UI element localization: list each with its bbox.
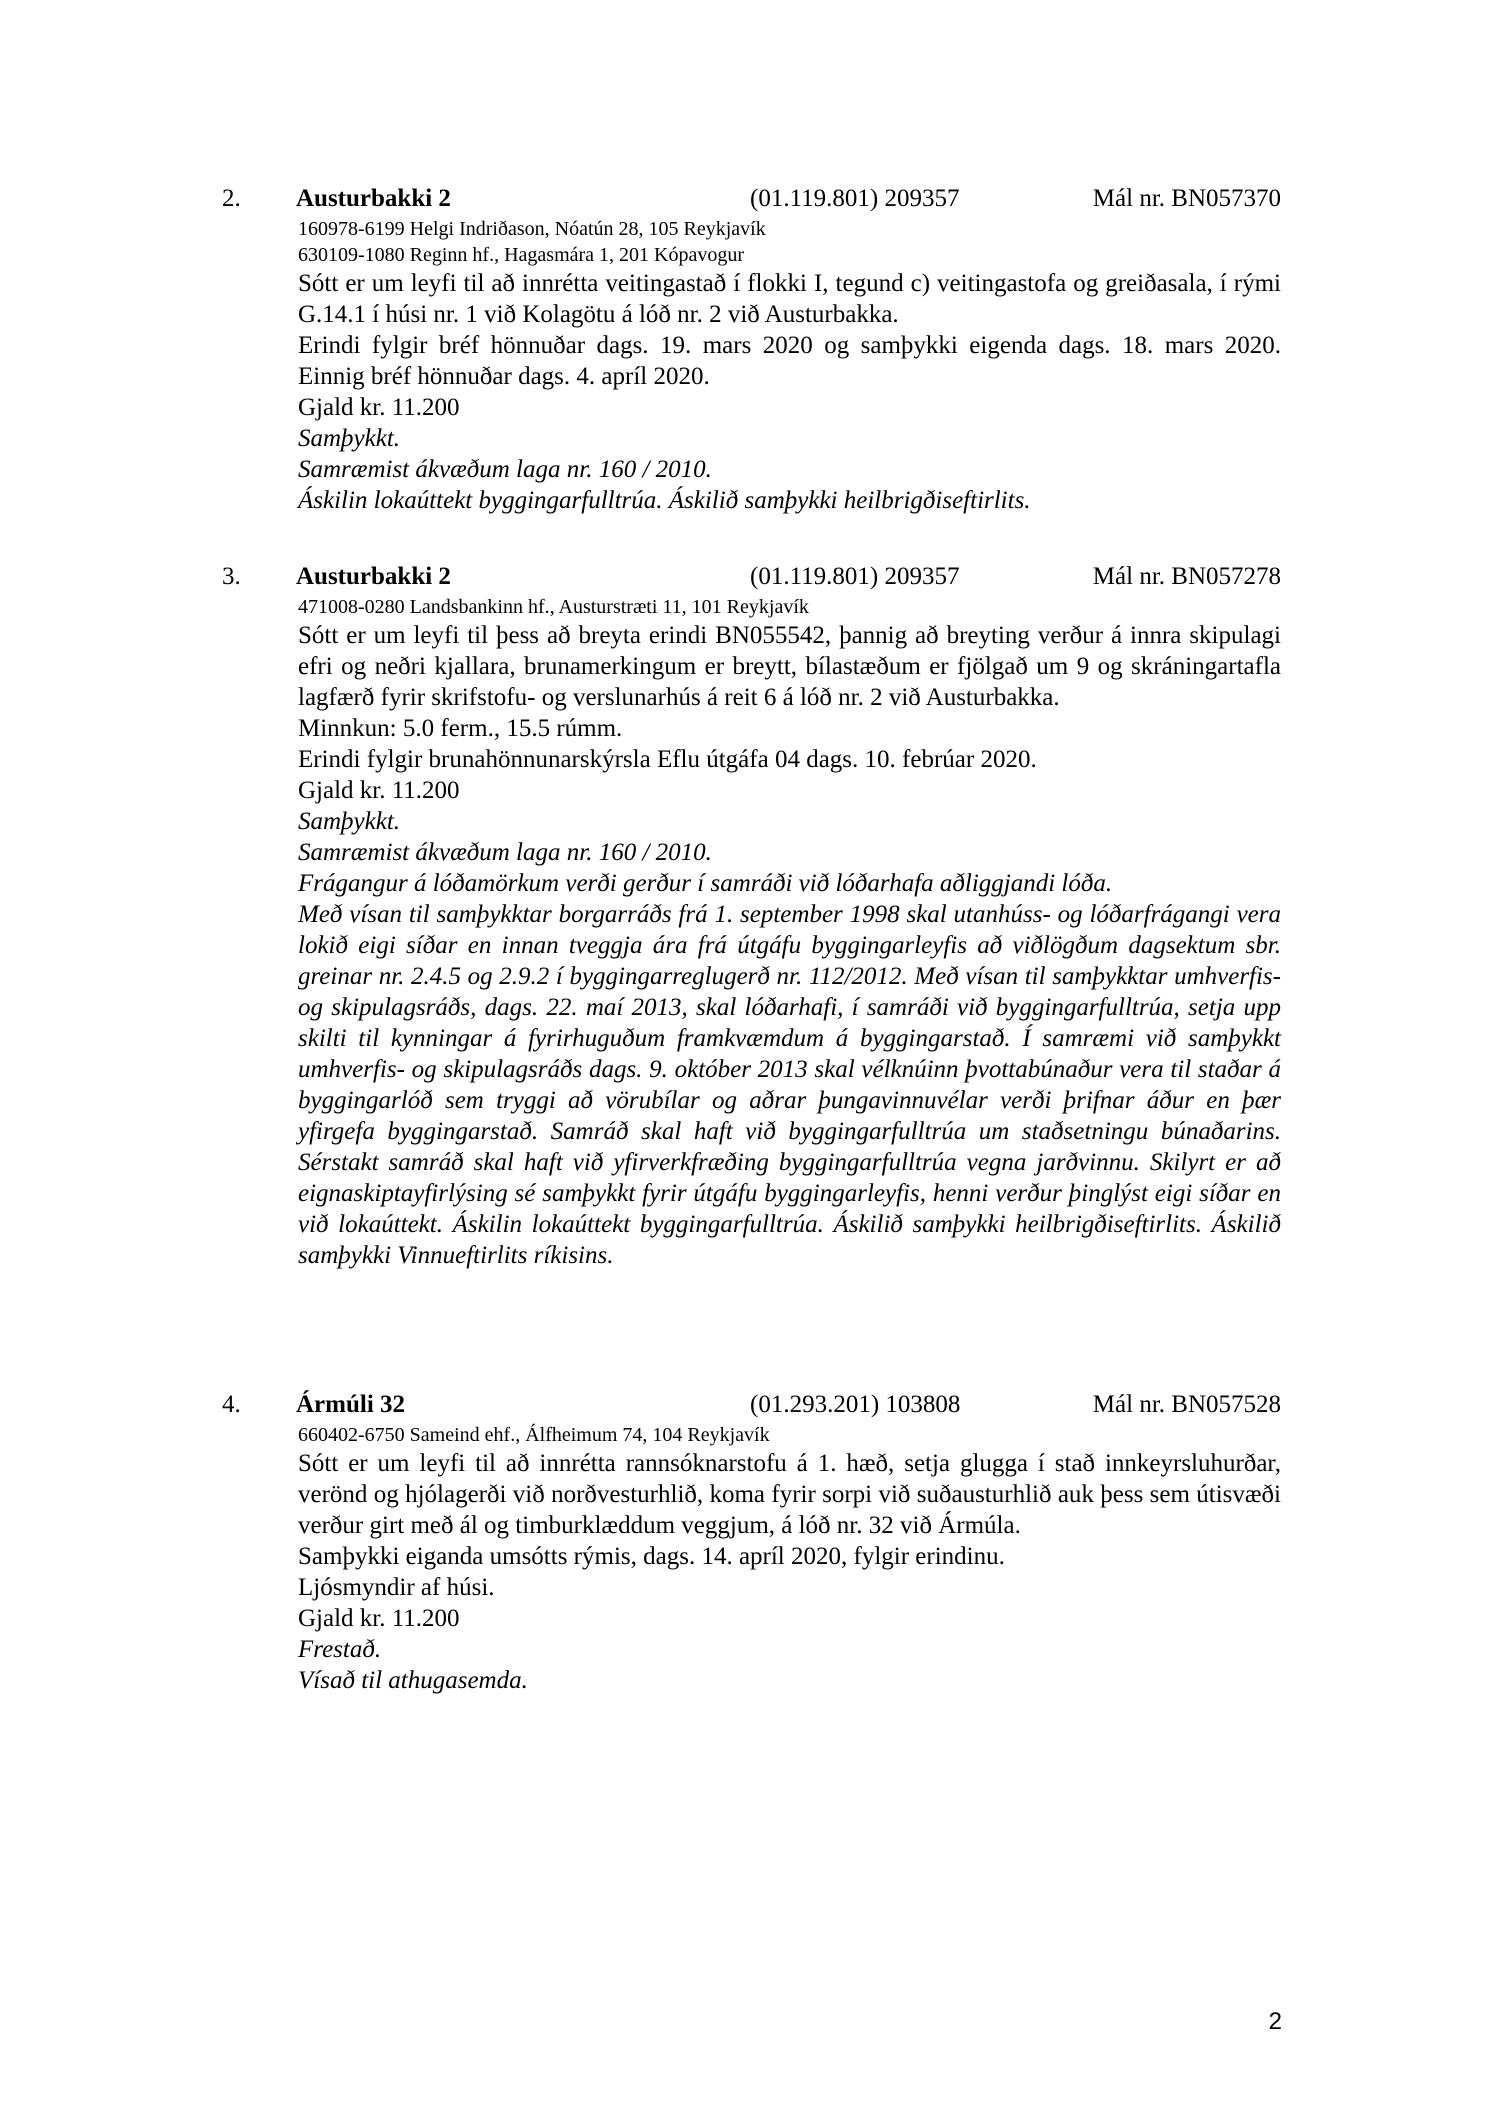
applicant-line: 630109-1080 Reginn hf., Hagasmára 1, 201 Kópavogur (298, 244, 745, 266)
case-reference-number: Mál nr. BN057278 (1092, 563, 1281, 590)
applicant-line: 160978-6199 Helgi Indriðason, Nóatún 28, 105 Reykjavík (298, 218, 766, 240)
case-decision: Samræmist ákvæðum laga nr. 160 / 2010. (298, 839, 712, 866)
case-description: Sótt er um leyfi til að innrétta veitingastað í flokki I, tegund c) veitingastofa og greiðasala, í rými G.14.1 í húsi nr. 1 við Kolagötu á lóð nr. 2 við Austurbakka. (298, 270, 1281, 328)
case-decision: Áskilin lokaúttekt byggingarfulltrúa. Áskilið samþykki heilbrigðiseftirlits. (298, 487, 1031, 514)
case-header (0, 182, 1500, 216)
case-lot-id: (01.293.201) 103808 (750, 1391, 961, 1418)
case-note: Minnkun: 5.0 ferm., 15.5 rúmm. (298, 715, 623, 742)
case-description: Sótt er um leyfi til þess að breyta erindi BN055542, þannig að breyting verður á innra skipulagi efri og neðri kjallara, brunamerkingum er breytt, bílastæðum er fjölgað um 9 og skráningartafla lagfærð fyrir skrifstofu- og verslunarhús á reit 6 á lóð nr. 2 við Austurbakka. (298, 622, 1281, 711)
case-note: Ljósmyndir af húsi. (298, 1574, 495, 1601)
case-description: Sótt er um leyfi til að innrétta rannsóknarstofu á 1. hæð, setja glugga í stað innkeyrsluhurðar, verönd og hjólagerði við norðvesturhlið, koma fyrir sorpi við suðausturhlið auk þess sem útisvæði verður girt með ál og timburklæddum veggjum, á lóð nr. 32 við Ármúla. (298, 1450, 1281, 1539)
case-header (0, 1388, 1500, 1422)
case-decision: Samþykkt. (298, 425, 401, 452)
case-decision-conditions: Með vísan til samþykktar borgarráðs frá 1. september 1998 skal utanhúss- og lóðarfrágangi vera lokið eigi síðar en innan tveggja ára frá útgáfu byggingarleyfis að viðlögðum dagsektum sbr. greinar nr. 2.4.5 og 2.9.2 í byggingarreglugerð nr. 112/2012. Með vísan til samþykktar umhverfis- og skipulagsráðs, dags. 22. maí 2013, skal lóðarhafi, í samráði við byggingarfulltrúa, setja upp skilti til kynningar á fyrirhuguðum framkvæmdum á byggingarstað. Í samræmi við samþykkt umhverfis- og skipulagsráðs dags. 9. október 2013 skal vélknúinn þvottabúnaður vera til staðar á byggingarlóð sem tryggi að vörubílar og aðrar þungavinnuvélar verði þrifnar áður en þær yfirgefa byggingarstað. Samráð skal haft við byggingarfulltrúa um staðsetningu búnaðarins. Sérstakt samráð skal haft við yfirverkfræðing byggingarfulltrúa vegna jarðvinnu. Skilyrt er að eignaskiptayfirlýsing sé samþykkt fyrir útgáfu byggingarleyfis, henni verður þinglýst eigi síðar en við lokaúttekt. Áskilin lokaúttekt byggingarfulltrúa. Áskilið samþykki heilbrigðiseftirlits. Áskilið samþykki Vinnueftirlits ríkisins. (298, 901, 1281, 1269)
case-number: 3. (222, 563, 241, 590)
case-fee: Gjald kr. 11.200 (298, 394, 460, 421)
case-decision: Frestað. (298, 1636, 382, 1663)
case-body (298, 216, 1281, 516)
case-address: Austurbakki 2 (296, 185, 451, 212)
case-decision: Vísað til athugasemda. (298, 1667, 528, 1694)
case-decision: Frágangur á lóðamörkum verði gerður í samráði við lóðarhafa aðliggjandi lóða. (298, 870, 1113, 897)
case-note: Samþykki eiganda umsótts rýmis, dags. 14. apríl 2020, fylgir erindinu. (298, 1543, 1005, 1570)
case-decision: Samþykkt. (298, 808, 401, 835)
applicant-line: 471008-0280 Landsbankinn hf., Austurstræti 11, 101 Reykjavík (298, 596, 809, 618)
case-reference-number: Mál nr. BN057528 (1092, 1391, 1281, 1418)
case-item (0, 1388, 1500, 1696)
applicant-line: 660402-6750 Sameind ehf., Álfheimum 74, 104 Reykjavík (298, 1424, 770, 1446)
case-header (0, 560, 1500, 594)
case-fee: Gjald kr. 11.200 (298, 1605, 460, 1632)
case-item (0, 560, 1500, 1271)
case-decision: Samræmist ákvæðum laga nr. 160 / 2010. (298, 456, 712, 483)
case-address: Ármúli 32 (296, 1391, 406, 1418)
case-note: Erindi fylgir brunahönnunarskýrsla Eflu útgáfa 04 dags. 10. febrúar 2020. (298, 746, 1037, 773)
case-body (298, 1422, 1281, 1696)
case-fee: Gjald kr. 11.200 (298, 777, 460, 804)
case-reference-number: Mál nr. BN057370 (1092, 185, 1281, 212)
case-address: Austurbakki 2 (296, 563, 451, 590)
page-number: 2 (1268, 2008, 1282, 2035)
case-lot-id: (01.119.801) 209357 (750, 185, 960, 212)
case-body (298, 594, 1281, 1271)
case-number: 2. (222, 185, 241, 212)
case-item (0, 182, 1500, 516)
case-note: Erindi fylgir bréf hönnuðar dags. 19. mars 2020 og samþykki eigenda dags. 18. mars 2020. Einnig bréf hönnuðar dags. 4. apríl 2020. (298, 332, 1281, 390)
case-number: 4. (222, 1391, 241, 1418)
case-lot-id: (01.119.801) 209357 (750, 563, 960, 590)
